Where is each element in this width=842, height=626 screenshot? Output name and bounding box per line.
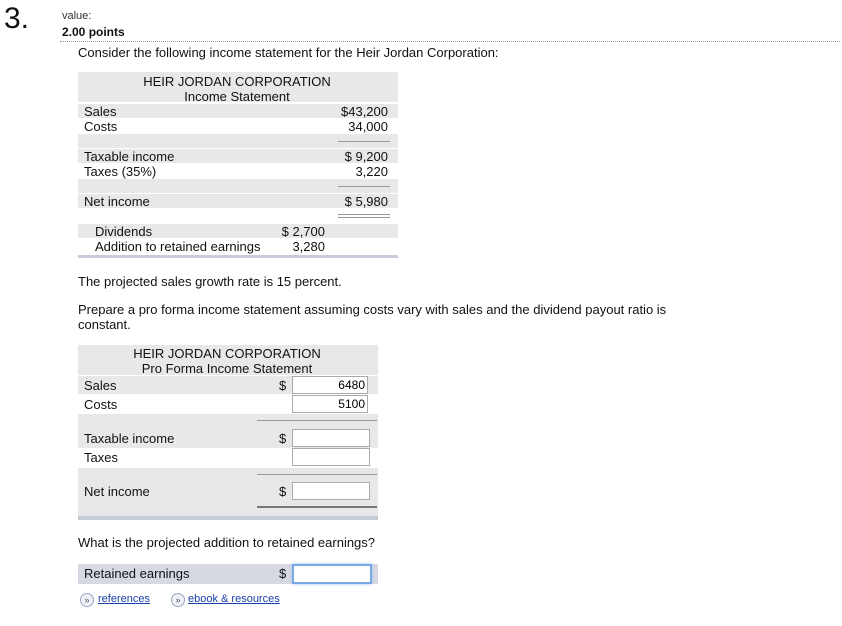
net-income-input[interactable] (292, 482, 370, 500)
rule (338, 186, 390, 187)
pf-net-dollar: $ (279, 484, 287, 499)
row-band (78, 414, 378, 428)
retained-dollar: $ (279, 566, 287, 581)
rule (338, 214, 390, 215)
statement-title: Income Statement (184, 89, 290, 104)
row-band (78, 468, 378, 482)
pf-taxable-label: Taxable income (84, 431, 175, 446)
references-link[interactable]: references (98, 593, 150, 605)
costs-input[interactable] (292, 395, 368, 413)
retained-earnings-label: Retained earnings (84, 566, 190, 581)
pro-forma-company: HEIR JORDAN CORPORATION (133, 346, 321, 361)
taxes-label: Taxes (35%) (84, 164, 157, 179)
taxable-income-input[interactable] (292, 429, 370, 447)
points-label: 2.00 points (62, 25, 125, 39)
pf-taxes-label: Taxes (84, 450, 118, 465)
chevron-down-icon[interactable]: » (171, 593, 185, 607)
sales-input[interactable] (292, 376, 368, 394)
net-income-value: $ 5,980 (344, 194, 388, 209)
retained-value: 3,280 (292, 239, 325, 254)
table-bottom-bar (78, 516, 378, 520)
rule (338, 141, 390, 142)
pf-costs-label: Costs (84, 397, 118, 412)
growth-rate-text: The projected sales growth rate is 15 percent. (78, 274, 342, 289)
pf-sales-dollar: $ (279, 378, 287, 393)
instruction-text: Prepare a pro forma income statement assuming costs vary with sales and the dividend payout ratio is constant. (78, 302, 667, 332)
chevron-down-icon[interactable]: » (80, 593, 94, 607)
double-rule (257, 506, 377, 508)
question-number: 3. (4, 2, 30, 35)
sales-label: Sales (84, 104, 117, 119)
rule (257, 474, 377, 475)
divider (60, 41, 840, 42)
costs-value: 34,000 (348, 119, 388, 134)
net-income-label: Net income (84, 194, 150, 209)
taxable-label: Taxable income (84, 149, 175, 164)
company-name: HEIR JORDAN CORPORATION (143, 74, 331, 89)
pf-net-income-label: Net income (84, 484, 150, 499)
sales-value: $43,200 (341, 104, 388, 119)
rule (338, 217, 390, 218)
retained-label: Addition to retained earnings (95, 239, 261, 254)
taxes-value: 3,220 (355, 164, 388, 179)
pf-sales-label: Sales (84, 378, 117, 393)
row-band (78, 502, 378, 516)
taxable-value: $ 9,200 (344, 149, 388, 164)
costs-label: Costs (84, 119, 118, 134)
retained-earnings-input[interactable] (292, 564, 372, 584)
value-label: value: (62, 10, 92, 22)
table-bottom-bar (78, 255, 398, 258)
ebook-resources-link[interactable]: ebook & resources (188, 593, 280, 605)
taxes-input[interactable] (292, 448, 370, 466)
rule (257, 420, 377, 421)
retained-question: What is the projected addition to retained earnings? (78, 535, 376, 550)
question-prompt: Consider the following income statement for the Heir Jordan Corporation: (78, 45, 499, 60)
dividends-value: $ 2,700 (281, 224, 325, 239)
pro-forma-title: Pro Forma Income Statement (141, 361, 313, 376)
pf-taxable-dollar: $ (279, 431, 287, 446)
dividends-label: Dividends (95, 224, 153, 239)
